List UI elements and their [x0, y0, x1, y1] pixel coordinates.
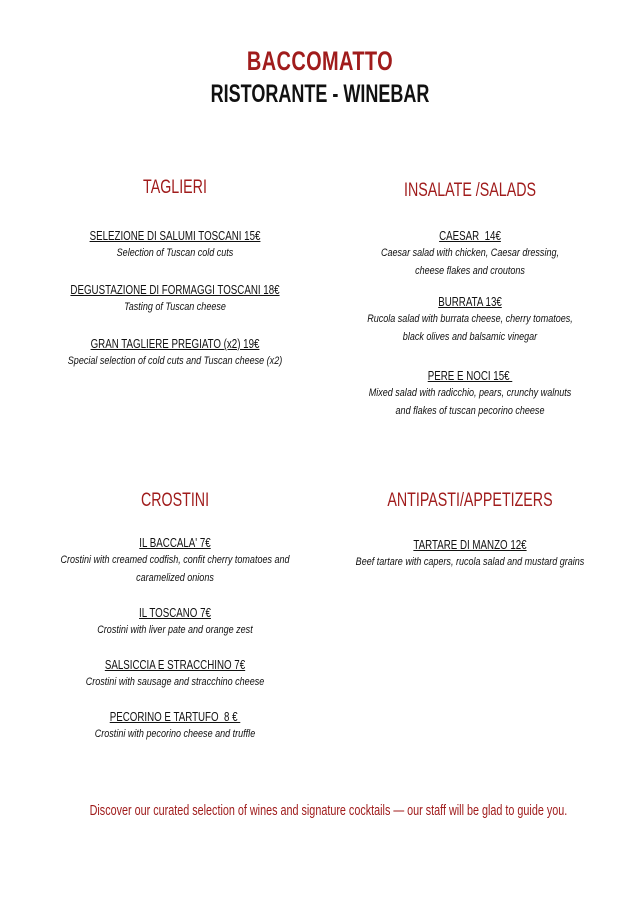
item-name: CAESAR 14€ — [439, 229, 501, 243]
item-description: Tasting of Tuscan cheese — [124, 301, 226, 313]
section-title-antipasti: ANTIPASTI/APPETIZERS — [387, 490, 553, 511]
menu-item — [325, 294, 615, 346]
menu-item — [30, 228, 320, 262]
item-description: Special selection of cold cuts and Tuscan cheese (x2) — [67, 355, 283, 367]
item-description: Crostini with sausage and stracchino cheese — [85, 676, 265, 688]
item-name: TARTARE DI MANZO 12€ — [413, 538, 527, 552]
section-taglieri — [30, 176, 320, 370]
menu-item — [30, 336, 320, 370]
item-description: Beef tartare with capers, rucola salad and mustard grains — [355, 556, 585, 568]
menu-item — [325, 368, 615, 420]
item-name: SALSICCIA E STRACCHINO 7€ — [104, 658, 246, 672]
item-description: Caesar salad with chicken, Caesar dressing, cheese flakes and croutons — [381, 247, 559, 277]
item-name: IL BACCALA' 7€ — [139, 536, 211, 550]
section-crostini — [30, 489, 320, 743]
menu-item — [30, 657, 320, 691]
item-description: Crostini with liver pate and orange zest — [97, 624, 253, 636]
item-description: Crostini with pecorino cheese and truffle — [94, 728, 256, 740]
menu-header — [0, 44, 640, 110]
section-title-taglieri: TAGLIERI — [143, 177, 207, 198]
item-name: BURRATA 13€ — [438, 295, 502, 309]
menu-item — [30, 709, 320, 743]
item-description: Rucola salad with burrata cheese, cherry tomatoes, black olives and balsamic vinegar — [367, 313, 573, 343]
item-description: Crostini with creamed codfish, confit cherry tomatoes and caramelized onions — [60, 554, 290, 584]
item-description: Selection of Tuscan cold cuts — [116, 247, 234, 259]
item-name: PECORINO E TARTUFO 8 € — [109, 710, 241, 724]
item-description: Mixed salad with radicchio, pears, crunchy walnuts and flakes of tuscan pecorino cheese — [368, 387, 572, 417]
restaurant-name: BACCOMATTO — [246, 46, 394, 76]
item-name: IL TOSCANO 7€ — [139, 606, 211, 620]
item-name: PERE E NOCI 15€ — [427, 369, 513, 383]
menu-item — [30, 282, 320, 316]
item-name: GRAN TAGLIERE PREGIATO (x2) 19€ — [90, 337, 260, 351]
item-name: SELEZIONE DI SALUMI TOSCANI 15€ — [89, 229, 261, 243]
section-antipasti — [325, 489, 615, 571]
menu-item — [325, 228, 615, 280]
menu-item — [30, 605, 320, 639]
restaurant-subtitle: RISTORANTE - WINEBAR — [210, 80, 430, 108]
section-title-insalate: INSALATE /SALADS — [404, 180, 536, 201]
item-name: DEGUSTAZIONE DI FORMAGGI TOSCANI 18€ — [70, 283, 280, 297]
section-insalate — [325, 179, 615, 420]
menu-item — [30, 535, 320, 587]
menu-item — [325, 537, 615, 571]
section-title-crostini: CROSTINI — [140, 490, 210, 511]
footer-note: Discover our curated selection of wines and signature cocktails — our staff will be glad to guide you. — [89, 802, 568, 819]
